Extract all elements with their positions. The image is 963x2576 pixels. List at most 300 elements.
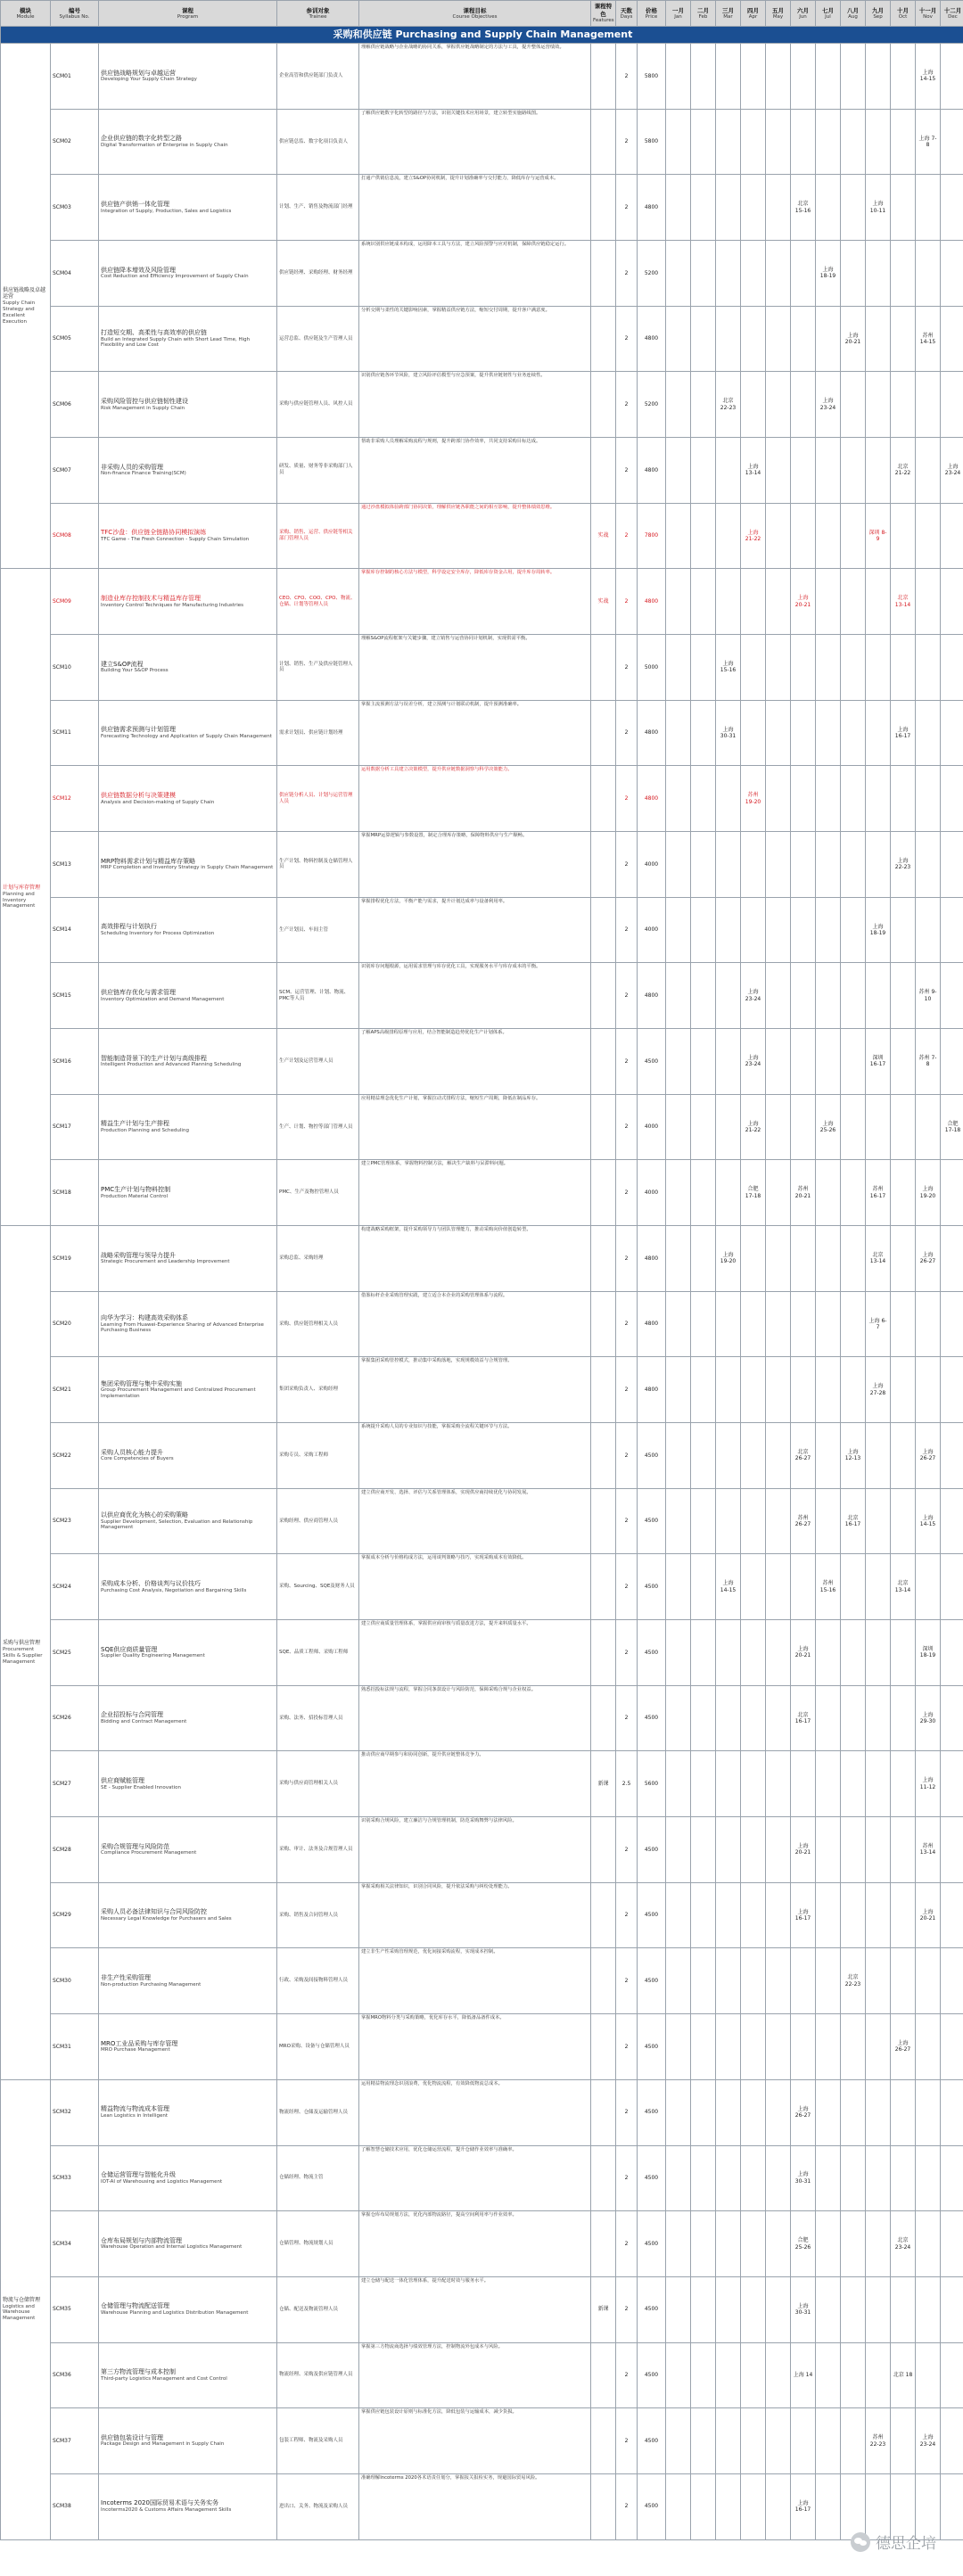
schedule-cell: 苏州 16-17	[866, 1160, 891, 1226]
schedule-cell	[691, 241, 716, 307]
trainee-cell: PMC、生产及物控管理人员	[277, 1160, 359, 1226]
table-row	[1, 372, 963, 438]
days-cell: 2	[616, 1620, 638, 1686]
program-title[interactable]: 高效排程与计划执行	[101, 923, 157, 931]
syllabus-code: SCM21	[51, 1357, 99, 1423]
schedule-cell	[941, 109, 963, 175]
schedule-cell	[666, 1882, 691, 1948]
program-cell	[99, 1094, 277, 1160]
schedule-cell	[666, 1554, 691, 1620]
days-cell: 2	[616, 2408, 638, 2474]
schedule-cell	[841, 1554, 866, 1620]
schedule-cell	[916, 1554, 941, 1620]
schedule-cell	[891, 1094, 916, 1160]
schedule-cell	[766, 503, 791, 569]
program-title[interactable]: MRP物料需求计划与精益库存策略	[101, 857, 196, 865]
schedule-cell	[941, 1882, 963, 1948]
objectives-cell: 理解供应链战略与企业战略的协同关系，掌握供应链战略制定的方法与工具，提升整体运营绩效。	[359, 44, 591, 110]
program-title[interactable]: MRO工业品采购与库存管理	[101, 2039, 178, 2047]
trainee-cell: 仓储经理、物流主管	[277, 2145, 359, 2211]
program-cell	[99, 2211, 277, 2277]
objectives-cell: 掌握供应链包装设计原则与标准化方法，降低包装与运输成本，减少货损。	[359, 2408, 591, 2474]
program-title-en: Incoterms2020 & Customs Affairs Management Skills	[101, 2507, 232, 2514]
schedule-cell	[741, 1620, 766, 1686]
schedule-cell	[716, 1817, 741, 1883]
program-title[interactable]: 仓储运营管理与智能化升级	[101, 2171, 176, 2179]
schedule-cell	[916, 372, 941, 438]
syllabus-code: SCM06	[51, 372, 99, 438]
program-title-en: MRP Completion and Inventory Strategy in Supply Chain Management	[101, 865, 274, 871]
schedule-cell	[916, 1948, 941, 2014]
schedule-cell	[741, 2408, 766, 2474]
syllabus-code: SCM03	[51, 175, 99, 241]
schedule-cell	[666, 2342, 691, 2408]
schedule-cell	[841, 44, 866, 110]
price-cell: 5200	[638, 372, 666, 438]
table-row	[1, 241, 963, 307]
program-title[interactable]: 采购成本分析、价格谈判与议价技巧	[101, 1579, 201, 1587]
program-title[interactable]: 第三方物流管理与成本控制	[101, 2368, 176, 2376]
syllabus-code: SCM38	[51, 2473, 99, 2539]
schedule-cell	[691, 700, 716, 766]
schedule-cell	[791, 1554, 816, 1620]
table-row	[1, 897, 963, 963]
header-price: 价格 Price	[638, 1, 666, 27]
trainee-cell: 供应链分析人员、计划与运营管理人员	[277, 766, 359, 832]
watermark	[851, 2531, 936, 2553]
syllabus-code: SCM35	[51, 2276, 99, 2342]
schedule-cell	[666, 438, 691, 504]
schedule-cell	[766, 1160, 791, 1226]
schedule-cell	[791, 2014, 816, 2080]
program-cell	[99, 2079, 277, 2145]
objectives-cell: 掌握采购相关法律知识，识别合同风险，提升依法采购与纠纷处理能力。	[359, 1882, 591, 1948]
schedule-cell	[741, 1488, 766, 1554]
program-title[interactable]: 供应链产供销一体化管理	[101, 200, 169, 208]
syllabus-code: SCM33	[51, 2145, 99, 2211]
schedule-cell	[741, 1685, 766, 1751]
trainee-cell: 生产计划及运营管理人员	[277, 1029, 359, 1095]
schedule-cell: 上海 18-19	[816, 241, 841, 307]
module-group-name: 计划与库存管理	[3, 885, 41, 892]
features-cell	[591, 1554, 616, 1620]
schedule-cell	[841, 1817, 866, 1883]
table-row	[1, 766, 963, 832]
program-title[interactable]: 供应商赋能管理	[101, 1776, 144, 1784]
schedule-cell	[741, 569, 766, 635]
program-title[interactable]: 仓库布局规划与内部物流管理	[101, 2236, 182, 2244]
objectives-cell: 了解供应链数字化转型的路径与方法，识别关键技术应用场景，建立转型实施路线图。	[359, 109, 591, 175]
schedule-cell	[766, 2145, 791, 2211]
schedule-cell: 上海 15-16	[716, 635, 741, 701]
schedule-cell	[666, 963, 691, 1029]
program-title[interactable]: 企业供应链的数字化转型之路	[101, 135, 182, 143]
schedule-cell	[666, 1948, 691, 2014]
schedule-cell: 上海 29-30	[916, 1685, 941, 1751]
schedule-cell: 上海 26-27	[791, 2079, 816, 2145]
schedule-cell	[716, 1094, 741, 1160]
schedule-cell	[891, 963, 916, 1029]
program-title[interactable]: 建立S&OP流程	[101, 660, 144, 668]
days-cell: 2	[616, 832, 638, 898]
schedule-cell	[816, 700, 841, 766]
features-cell	[591, 372, 616, 438]
table-row	[1, 438, 963, 504]
schedule-cell	[766, 2342, 791, 2408]
schedule-cell	[741, 2473, 766, 2539]
schedule-cell	[916, 175, 941, 241]
program-cell	[99, 897, 277, 963]
schedule-cell	[841, 372, 866, 438]
syllabus-code: SCM27	[51, 1751, 99, 1817]
header-features: 课程特色 Features	[591, 1, 616, 27]
schedule-cell	[691, 1226, 716, 1292]
trainee-cell: 研发、质量、财务等非采购部门人员	[277, 438, 359, 504]
schedule-cell	[891, 372, 916, 438]
program-title[interactable]: 供应链包装设计与管理	[101, 2433, 163, 2441]
program-title[interactable]: TFC沙盘：供应链全链路协同模拟演练	[101, 529, 207, 537]
schedule-cell	[841, 1751, 866, 1817]
trainee-cell: 采购与供应链管理人员、风控人员	[277, 372, 359, 438]
schedule-cell	[691, 2276, 716, 2342]
section-banner: 采购和供应链 Purchasing and Supply Chain Management	[1, 27, 963, 44]
schedule-cell	[716, 1488, 741, 1554]
schedule-cell	[866, 1094, 891, 1160]
program-title-en: Non-production Purchasing Management	[101, 1981, 202, 1988]
features-cell	[591, 2342, 616, 2408]
program-cell	[99, 2408, 277, 2474]
schedule-cell: 苏州 9-10	[916, 963, 941, 1029]
program-title[interactable]: 向华为学习：构建高效采购体系	[101, 1313, 188, 1321]
schedule-cell	[816, 1160, 841, 1226]
schedule-cell	[891, 766, 916, 832]
schedule-cell	[741, 1423, 766, 1489]
schedule-cell	[941, 1751, 963, 1817]
program-title[interactable]: SQE供应商质量管理	[101, 1645, 158, 1653]
schedule-cell	[916, 897, 941, 963]
schedule-cell	[691, 1357, 716, 1423]
schedule-cell	[941, 1620, 963, 1686]
schedule-cell	[741, 2079, 766, 2145]
program-title[interactable]: 制造业库存控制技术与精益库存管理	[101, 594, 201, 602]
program-title-en: Necessary Legal Knowledge for Purchasers and Sales	[101, 1916, 232, 1922]
days-cell: 2	[616, 897, 638, 963]
objectives-cell: 掌握成本分析与价格构成方法，运用谈判策略与技巧，实现采购成本有效降低。	[359, 1554, 591, 1620]
schedule-cell	[691, 766, 716, 832]
program-title[interactable]: 供应链数据分析与决策建模	[101, 791, 176, 799]
price-cell: 5600	[638, 1751, 666, 1817]
schedule-cell: 上海 26-27	[916, 1423, 941, 1489]
program-title[interactable]: 以供应商优化为核心的采购策略	[101, 1510, 188, 1518]
syllabus-code: SCM29	[51, 1882, 99, 1948]
schedule-cell	[941, 963, 963, 1029]
schedule-cell	[766, 241, 791, 307]
program-title[interactable]: 精益物流与物流成本管理	[101, 2105, 169, 2113]
schedule-cell	[691, 1029, 716, 1095]
features-cell	[591, 2145, 616, 2211]
schedule-cell	[691, 1882, 716, 1948]
program-title-en: Bidding and Contract Management	[101, 1719, 187, 1725]
features-cell	[591, 2408, 616, 2474]
schedule-cell	[916, 569, 941, 635]
objectives-cell: 理解S&OP流程框架与关键步骤，建立销售与运营协同计划机制，实现供需平衡。	[359, 635, 591, 701]
schedule-cell	[841, 963, 866, 1029]
table-row	[1, 1620, 963, 1686]
program-title[interactable]: 精益生产计划与生产排程	[101, 1120, 169, 1128]
schedule-cell	[741, 109, 766, 175]
syllabus-code: SCM18	[51, 1160, 99, 1226]
schedule-cell	[841, 1160, 866, 1226]
schedule-cell	[691, 372, 716, 438]
schedule-cell: 上海 19-20	[716, 1226, 741, 1292]
schedule-cell	[666, 1291, 691, 1357]
schedule-cell	[941, 1160, 963, 1226]
schedule-cell	[866, 832, 891, 898]
schedule-cell	[916, 438, 941, 504]
program-title[interactable]: 供应链库存优化与需求管理	[101, 988, 176, 996]
schedule-cell	[916, 766, 941, 832]
schedule-cell	[941, 2408, 963, 2474]
table-row	[1, 1160, 963, 1226]
schedule-cell	[716, 1029, 741, 1095]
objectives-cell: 掌握库存控制的核心方法与模型，科学设定安全库存，降低库存资金占用，提升库存周转率。	[359, 569, 591, 635]
schedule-cell	[791, 1029, 816, 1095]
schedule-cell	[716, 1685, 741, 1751]
schedule-cell: 上海 21-22	[741, 1094, 766, 1160]
syllabus-code: SCM12	[51, 766, 99, 832]
objectives-cell: 了解智慧仓储技术应用，优化仓储运营流程，提升仓储作业效率与准确率。	[359, 2145, 591, 2211]
program-title[interactable]: 集团采购管理与集中采购实施	[101, 1379, 182, 1387]
schedule-cell	[716, 306, 741, 372]
schedule-cell	[766, 372, 791, 438]
schedule-cell	[766, 1357, 791, 1423]
program-title[interactable]: 非采购人员的采购管理	[101, 463, 163, 471]
schedule-cell	[841, 700, 866, 766]
price-cell: 4500	[638, 2276, 666, 2342]
days-cell: 2	[616, 700, 638, 766]
program-cell	[99, 963, 277, 1029]
features-cell: 实战	[591, 503, 616, 569]
price-cell: 4500	[638, 2211, 666, 2277]
syllabus-code: SCM31	[51, 2014, 99, 2080]
schedule-cell: 北京 22-23	[841, 1948, 866, 2014]
schedule-cell	[691, 2473, 716, 2539]
schedule-cell	[716, 2408, 741, 2474]
price-cell: 4500	[638, 2408, 666, 2474]
schedule-cell	[941, 2473, 963, 2539]
days-cell: 2	[616, 1817, 638, 1883]
program-title[interactable]: 采购风险管控与供应链韧性建设	[101, 397, 188, 405]
header-month: 四月 Apr	[741, 1, 766, 27]
program-title[interactable]: 打造短交期、高柔性与高效率的供应链	[101, 328, 207, 336]
days-cell: 2	[616, 2211, 638, 2277]
syllabus-code: SCM24	[51, 1554, 99, 1620]
syllabus-code: SCM04	[51, 241, 99, 307]
module-group-cell	[1, 1226, 51, 2080]
schedule-cell: 上海 10-11	[866, 175, 891, 241]
table-row	[1, 175, 963, 241]
schedule-cell	[891, 1817, 916, 1883]
schedule-cell	[891, 897, 916, 963]
schedule-cell	[691, 2342, 716, 2408]
objectives-cell: 掌握排程优化方法，平衡产能与需求，提升计划达成率与设备利用率。	[359, 897, 591, 963]
schedule-cell	[766, 2408, 791, 2474]
price-cell: 4500	[638, 2473, 666, 2539]
schedule-cell	[716, 2473, 741, 2539]
schedule-cell: 合肥 17-18	[741, 1160, 766, 1226]
schedule-cell	[941, 1226, 963, 1292]
price-cell: 4800	[638, 1357, 666, 1423]
objectives-cell: 系统提升采购人员的专业知识与技能，掌握采购全流程关键环节与方法。	[359, 1423, 591, 1489]
schedule-cell	[941, 1291, 963, 1357]
schedule-cell: 上海 23-24	[816, 372, 841, 438]
schedule-cell	[741, 1226, 766, 1292]
price-cell: 4800	[638, 1291, 666, 1357]
schedule-cell	[841, 175, 866, 241]
schedule-cell	[741, 700, 766, 766]
schedule-cell	[691, 1160, 716, 1226]
days-cell: 2	[616, 1226, 638, 1292]
schedule-cell	[891, 241, 916, 307]
program-title[interactable]: 企业招投标与合同管理	[101, 1711, 163, 1719]
syllabus-code: SCM28	[51, 1817, 99, 1883]
header-month: 十一月 Nov	[916, 1, 941, 27]
schedule-cell	[941, 897, 963, 963]
schedule-cell: 上海 20-21	[916, 1882, 941, 1948]
schedule-cell	[716, 109, 741, 175]
schedule-cell	[741, 2014, 766, 2080]
schedule-cell	[716, 1357, 741, 1423]
header-month: 十月 Oct	[891, 1, 916, 27]
program-title[interactable]: 智能制造背景下的生产计划与高级排程	[101, 1054, 207, 1062]
program-title-en: Risk Management in Supply Chain	[101, 405, 185, 411]
schedule-cell	[791, 963, 816, 1029]
schedule-cell: 深圳 8-9	[866, 503, 891, 569]
schedule-cell: 北京 22-23	[716, 372, 741, 438]
table-row	[1, 2211, 963, 2277]
program-title[interactable]: PMC生产计划与物料控制	[101, 1185, 171, 1193]
schedule-cell	[891, 1357, 916, 1423]
schedule-cell	[941, 2145, 963, 2211]
schedule-cell	[816, 1488, 841, 1554]
features-cell	[591, 2473, 616, 2539]
program-cell	[99, 372, 277, 438]
schedule-cell	[691, 175, 716, 241]
schedule-cell	[866, 1620, 891, 1686]
program-title[interactable]: 采购人员核心能力提升	[101, 1448, 163, 1456]
program-title[interactable]: Incoterms 2020国际贸易术语与关务实务	[101, 2499, 218, 2507]
program-title-en: TFC Game - The Fresh Connection - Supply Chain Simulation	[101, 536, 250, 542]
schedule-cell	[691, 963, 716, 1029]
schedule-cell	[766, 700, 791, 766]
schedule-cell	[891, 1685, 916, 1751]
program-title-en: Core Competencies of Buyers	[101, 1456, 174, 1462]
table-row	[1, 2473, 963, 2539]
features-cell	[591, 2211, 616, 2277]
schedule-cell	[916, 241, 941, 307]
days-cell: 2	[616, 1488, 638, 1554]
schedule-cell	[766, 1882, 791, 1948]
schedule-cell	[841, 1685, 866, 1751]
schedule-cell: 上海 14-15	[716, 1554, 741, 1620]
program-title[interactable]: 采购合规管理与风险防范	[101, 1842, 169, 1850]
program-cell	[99, 1488, 277, 1554]
schedule-cell	[841, 1029, 866, 1095]
schedule-cell	[766, 1751, 791, 1817]
days-cell: 2	[616, 2473, 638, 2539]
trainee-cell: 行政、采购及间接物料管理人员	[277, 1948, 359, 2014]
schedule-cell	[691, 1423, 716, 1489]
schedule-cell	[891, 2276, 916, 2342]
schedule-cell	[891, 1423, 916, 1489]
schedule-cell	[916, 700, 941, 766]
objectives-cell: 构建战略采购框架，提升采购领导力与团队管理能力，推动采购向价值创造转型。	[359, 1226, 591, 1292]
table-row	[1, 306, 963, 372]
schedule-cell	[841, 438, 866, 504]
header-month: 九月 Sep	[866, 1, 891, 27]
schedule-cell	[841, 1357, 866, 1423]
schedule-cell	[916, 1094, 941, 1160]
schedule-cell	[866, 372, 891, 438]
syllabus-code: SCM11	[51, 700, 99, 766]
program-title[interactable]: 供应链需求预测与计划管理	[101, 726, 176, 734]
table-row	[1, 1291, 963, 1357]
schedule-cell	[666, 2145, 691, 2211]
schedule-cell	[741, 1817, 766, 1883]
syllabus-code: SCM02	[51, 109, 99, 175]
schedule-cell	[666, 2408, 691, 2474]
program-cell	[99, 1291, 277, 1357]
program-title[interactable]: 供应链降本增效及风险管理	[101, 266, 176, 274]
schedule-cell	[666, 2276, 691, 2342]
price-cell: 4500	[638, 2079, 666, 2145]
price-cell: 4800	[638, 766, 666, 832]
schedule-cell	[716, 897, 741, 963]
table-row	[1, 1094, 963, 1160]
program-title[interactable]: 供应链战略规划与卓越运营	[101, 69, 176, 77]
watermark-text: 德思企培	[876, 2535, 936, 2553]
objectives-cell: 掌握主流预测方法与误差分析，建立预测与计划联动机制，提升预测准确率。	[359, 700, 591, 766]
schedule-cell	[841, 766, 866, 832]
schedule-cell: 上海 20-21	[791, 1620, 816, 1686]
days-cell: 2	[616, 438, 638, 504]
program-title[interactable]: 采购人员必备法律知识与合同风险防控	[101, 1908, 207, 1916]
schedule-cell	[666, 175, 691, 241]
schedule-cell	[891, 44, 916, 110]
program-title[interactable]: 非生产性采购管理	[101, 1974, 151, 1981]
header-month: 二月 Feb	[691, 1, 716, 27]
schedule-cell	[666, 1817, 691, 1883]
syllabus-code: SCM07	[51, 438, 99, 504]
header-month: 十二月 Dec	[941, 1, 963, 27]
program-title[interactable]: 战略采购管理与领导力提升	[101, 1251, 176, 1259]
schedule-cell: 北京 13-14	[891, 1554, 916, 1620]
objectives-cell: 识别采购合规风险，建立廉洁与合规管理机制，防范采购舞弊与法律风险。	[359, 1817, 591, 1883]
features-cell	[591, 897, 616, 963]
program-cell	[99, 2014, 277, 2080]
features-cell: 新课	[591, 1751, 616, 1817]
schedule-cell	[891, 2079, 916, 2145]
schedule-cell	[941, 175, 963, 241]
program-title-en: Integration of Supply, Production, Sales and Logistics	[101, 208, 232, 214]
price-cell: 4500	[638, 1488, 666, 1554]
program-title[interactable]: 仓储管理与物流配送管理	[101, 2302, 169, 2310]
schedule-cell	[666, 1094, 691, 1160]
header-month: 三月 Mar	[716, 1, 741, 27]
schedule-cell	[916, 1357, 941, 1423]
schedule-cell	[916, 2211, 941, 2277]
features-cell	[591, 1094, 616, 1160]
